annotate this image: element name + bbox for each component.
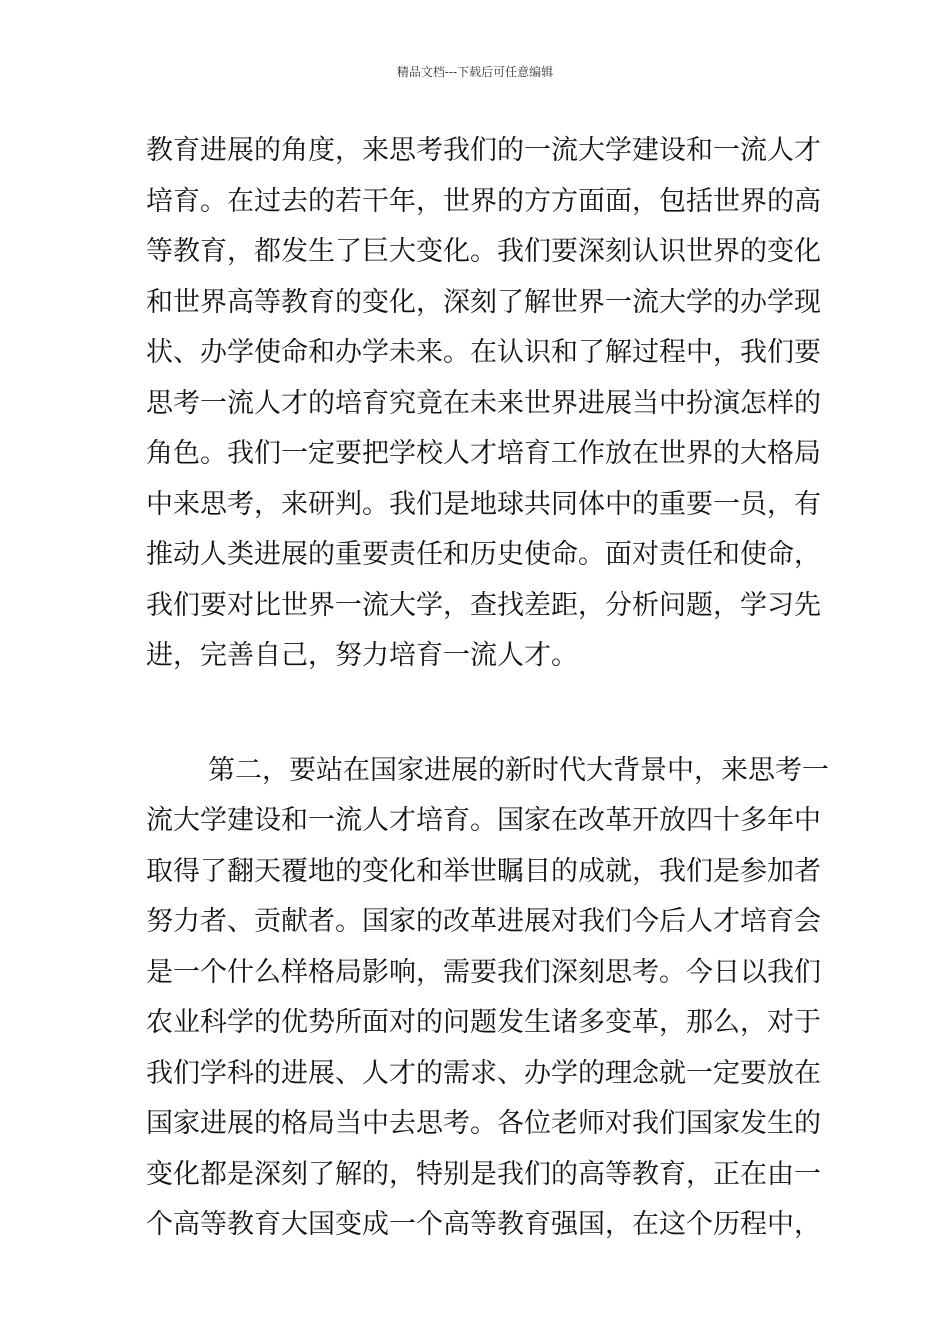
paragraph-2 <box>146 746 829 1251</box>
text-line-indented: 第二，要站在国家进展的新时代大背景中，来思考一 <box>208 754 829 786</box>
text-line: 我们要对比世界一流大学，查找差距，分析问题，学习先 <box>146 589 821 621</box>
text-line: 是一个什么样格局影响，需要我们深刻思考。今日以我们 <box>146 956 821 988</box>
text-line: 进，完善自己，努力培育一流人才。 <box>146 640 578 671</box>
text-line: 流大学建设和一流人才培育。国家在改革开放四十多年中 <box>146 805 821 836</box>
text-line: 思考一流人才的培育究竟在未来世界进展当中扮演怎样的 <box>146 387 821 419</box>
paragraph-spacer <box>146 682 810 746</box>
document-body <box>146 126 829 1251</box>
text-line: 培育。在过去的若干年，世界的方方面面，包括世界的高 <box>146 185 821 217</box>
text-line: 教育进展的角度，来思考我们的一流大学建设和一流人才 <box>146 135 821 166</box>
text-line: 努力者、贡献者。国家的改革进展对我们今后人才培育会 <box>146 906 821 937</box>
page-header: 精品文档---下载后可任意编辑 <box>396 65 554 79</box>
text-line: 和世界高等教育的变化，深刻了解世界一流大学的办学现 <box>146 286 821 318</box>
paragraph-1 <box>146 126 821 682</box>
text-line: 等教育，都发生了巨大变化。我们要深刻认识世界的变化 <box>146 236 821 267</box>
text-line: 角色。我们一定要把学校人才培育工作放在世界的大格局 <box>146 438 821 469</box>
text-line: 推动人类进展的重要责任和历史使命。面对责任和使命， <box>146 539 821 570</box>
text-line: 农业科学的优势所面对的问题发生诸多变革，那么，对于 <box>146 1007 821 1038</box>
text-line: 取得了翻天覆地的变化和举世瞩目的成就，我们是参加者 <box>146 855 821 887</box>
text-line: 中来思考，来研判。我们是地球共同体中的重要一员，有 <box>146 488 821 520</box>
text-line: 国家进展的格局当中去思考。各位老师对我们国家发生的 <box>146 1108 821 1139</box>
text-line: 个高等教育大国变成一个高等教育强国，在这个历程中， <box>146 1209 821 1240</box>
text-line: 我们学科的进展、人才的需求、办学的理念就一定要放在 <box>146 1057 821 1089</box>
text-line: 状、办学使命和办学未来。在认识和了解过程中，我们要 <box>146 337 821 368</box>
text-line: 变化都是深刻了解的，特别是我们的高等教育，正在由一 <box>146 1158 821 1190</box>
